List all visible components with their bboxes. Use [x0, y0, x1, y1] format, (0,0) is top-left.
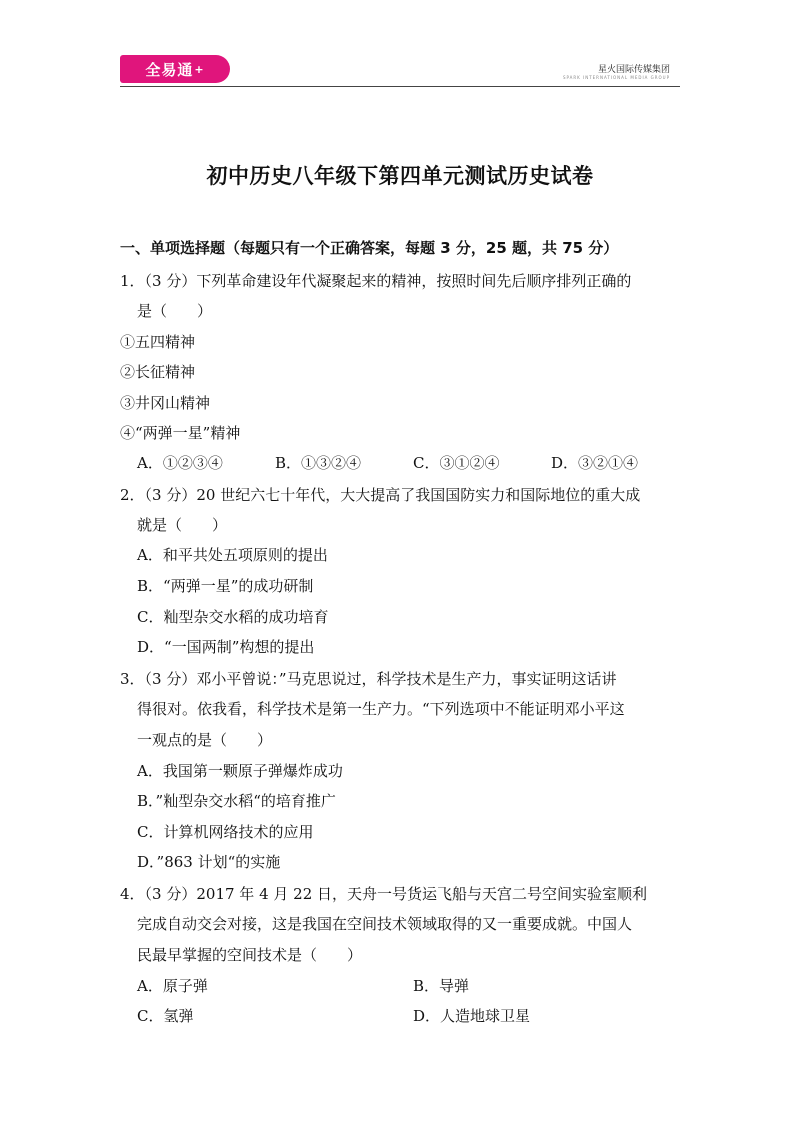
q1-item-1: ①五四精神	[120, 333, 196, 351]
q3-stem-line-1: 3．（3 分）邓小平曾说：”马克思说过，科学技术是生产力，事实证明这话讲	[120, 670, 617, 688]
q2-option-c[interactable]: C．籼型杂交水稻的成功培育	[137, 608, 329, 626]
company-name-text: 星火国际传媒集团	[597, 65, 670, 75]
page-header	[120, 50, 680, 86]
page-title: 初中历史八年级下第四单元测试历史试卷	[206, 164, 594, 188]
q1-option-b[interactable]: B．①③②④	[275, 454, 362, 472]
q4-option-c[interactable]: C．氢弹	[137, 1007, 194, 1025]
q1-stem-line-2: 是（ ）	[137, 302, 213, 320]
q4-option-d[interactable]: D．人造地球卫星	[413, 1007, 531, 1025]
q2-stem-line-2: 就是（ ）	[137, 516, 228, 534]
q4-stem-line-2: 完成自动交会对接，这是我国在空间技术领域取得的又一重要成就。中国人	[137, 915, 633, 933]
q3-option-a[interactable]: A．我国第一颗原子弹爆炸成功	[137, 762, 343, 780]
q1-item-2: ②长征精神	[120, 363, 196, 381]
q3-option-d[interactable]: D．”863 计划“的实施	[137, 853, 281, 871]
q3-option-c[interactable]: C．计算机网络技术的应用	[137, 823, 314, 841]
company-subtitle: SPARK INTERNATIONAL MEDIA GROUP	[562, 75, 670, 80]
q4-option-a[interactable]: A．原子弹	[137, 977, 208, 995]
q4-option-b[interactable]: B．导弹	[413, 977, 470, 995]
q1-item-4: ④“两弹一星”精神	[120, 424, 241, 442]
q2-option-b[interactable]: B．“两弹一星”的成功研制	[137, 577, 314, 595]
q3-stem-line-2: 得很对。依我看，科学技术是第一生产力。“下列选项中不能证明邓小平这	[137, 700, 625, 718]
brand-logo	[120, 55, 230, 83]
q4-stem-line-3: 民最早掌握的空间技术是（ ）	[137, 946, 363, 964]
q1-option-d[interactable]: D．③②①④	[551, 454, 639, 472]
q3-stem-line-3: 一观点的是（ ）	[137, 731, 273, 749]
section-heading: 一、单项选择题（每题只有一个正确答案，每题 3 分，25 题，共 75 分）	[120, 239, 619, 257]
q2-option-a[interactable]: A．和平共处五项原则的提出	[137, 546, 328, 564]
q1-item-3: ③井冈山精神	[120, 394, 211, 412]
q1-option-a[interactable]: A．①②③④	[137, 454, 223, 472]
q2-option-d[interactable]: D．“一国两制”构想的提出	[137, 638, 315, 656]
q1-option-c[interactable]: C．③①②④	[413, 454, 500, 472]
company-name	[563, 62, 670, 80]
logo-text: 全易通	[145, 60, 194, 79]
q2-stem-line-1: 2．（3 分）20 世纪六七十年代，大大提高了我国国防实力和国际地位的重大成	[120, 486, 641, 504]
q3-option-b[interactable]: B．”籼型杂交水稻“的培育推广	[137, 792, 336, 810]
q1-stem-line-1: 1．（3 分）下列革命建设年代凝聚起来的精神，按照时间先后顺序排列正确的	[120, 272, 632, 290]
q4-stem-line-1: 4．（3 分）2017 年 4 月 22 日，天舟一号货运飞船与天宫二号空间实验室顺利	[120, 885, 648, 903]
header-divider	[120, 86, 680, 87]
logo-plus: +	[194, 62, 205, 76]
